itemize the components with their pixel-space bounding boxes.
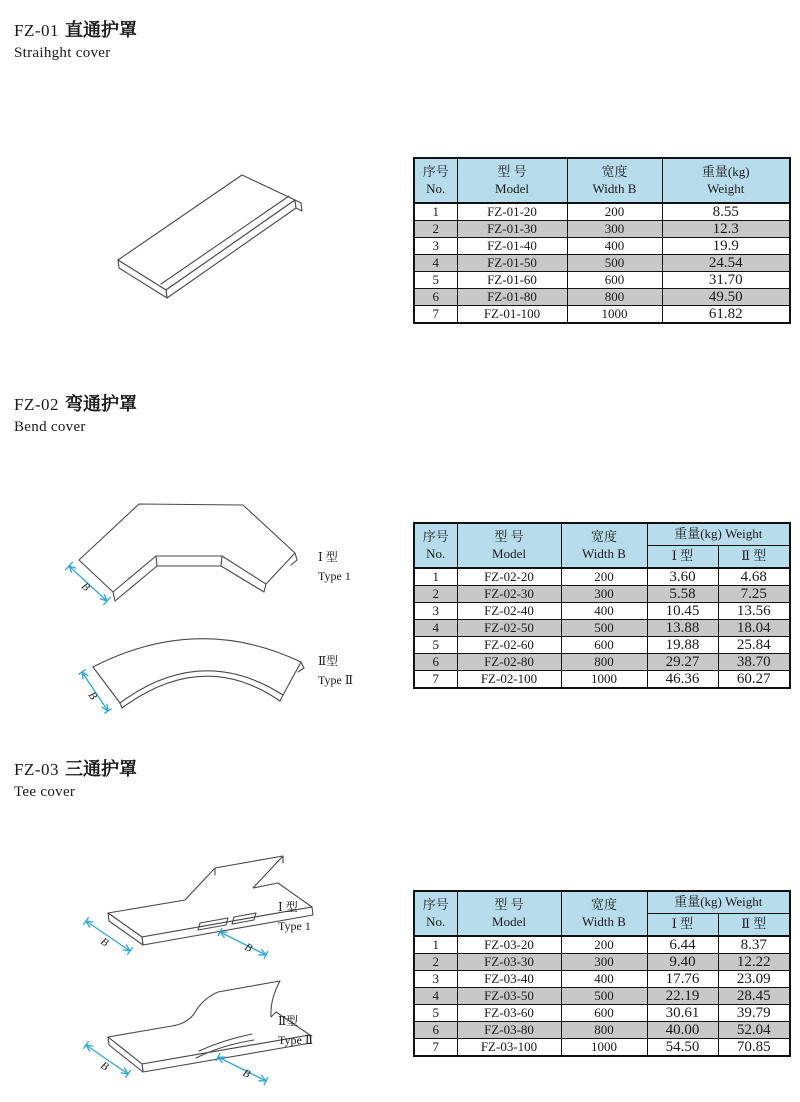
- table-row: [414, 1005, 790, 1022]
- section-title-fz01: [14, 16, 137, 42]
- table-cell: 800: [561, 1022, 647, 1039]
- table-row: [414, 1022, 790, 1039]
- table-cell: 500: [561, 620, 647, 637]
- fz03-table: [413, 890, 791, 1057]
- bend-cover-type1-drawing: [55, 480, 345, 610]
- section-subtitle-fz03: Tee cover: [14, 784, 76, 800]
- table-cell: 29.27: [647, 654, 718, 671]
- table-cell: 5: [414, 272, 457, 289]
- straight-cover-drawing: [100, 165, 400, 315]
- table-row: [414, 586, 790, 603]
- model-code: FZ-03: [14, 760, 59, 779]
- table-cell: 600: [561, 1005, 647, 1022]
- type1-label-fz03: Ⅰ 型 Type 1: [278, 900, 311, 934]
- table-cell: 6: [414, 1022, 457, 1039]
- table-cell: 40.00: [647, 1022, 718, 1039]
- dimension-b-label: B: [242, 940, 255, 955]
- col-no: 序号 No.: [414, 158, 457, 203]
- table-cell: FZ-03-30: [457, 954, 561, 971]
- model-code: FZ-02: [14, 395, 59, 414]
- table-row: [414, 568, 790, 586]
- table-cell: 2: [414, 221, 457, 238]
- section-title-fz03: [14, 755, 137, 781]
- table-cell: 3: [414, 971, 457, 988]
- table-cell: 300: [561, 954, 647, 971]
- dimension-b-label: B: [98, 935, 111, 950]
- table-cell: 7.25: [718, 586, 790, 603]
- table-cell: 30.61: [647, 1005, 718, 1022]
- table-cell: 28.45: [718, 988, 790, 1005]
- table-cell: 400: [567, 238, 662, 255]
- table-cell: 25.84: [718, 637, 790, 654]
- table-row: [414, 603, 790, 620]
- model-code: FZ-01: [14, 21, 59, 40]
- bend-cover-type2-drawing: [58, 615, 338, 720]
- dimension-b-label: B: [85, 689, 100, 703]
- table-cell: 54.50: [647, 1039, 718, 1057]
- dimension-b-label: B: [98, 1059, 111, 1074]
- table-cell: 23.09: [718, 971, 790, 988]
- table-cell: FZ-02-30: [457, 586, 561, 603]
- table-cell: FZ-03-100: [457, 1039, 561, 1057]
- table-cell: 6.44: [647, 936, 718, 954]
- table-cell: 13.56: [718, 603, 790, 620]
- table-cell: 800: [561, 654, 647, 671]
- table-cell: 300: [567, 221, 662, 238]
- table-cell: 3: [414, 238, 457, 255]
- table-cell: 24.54: [662, 255, 790, 272]
- table-cell: 18.04: [718, 620, 790, 637]
- table-cell: 70.85: [718, 1039, 790, 1057]
- table-cell: FZ-01-30: [457, 221, 567, 238]
- table-cell: FZ-02-20: [457, 568, 561, 586]
- table-cell: FZ-01-20: [457, 203, 567, 221]
- table-cell: 17.76: [647, 971, 718, 988]
- table-row: [414, 306, 790, 324]
- table-row: [414, 289, 790, 306]
- table-cell: 13.88: [647, 620, 718, 637]
- table-row: [414, 971, 790, 988]
- fz02-table: [413, 522, 791, 689]
- section-name-zh: 弯通护罩: [65, 394, 137, 414]
- table-cell: 3: [414, 603, 457, 620]
- table-cell: FZ-02-50: [457, 620, 561, 637]
- col-weight: 重量(kg) Weight: [662, 158, 790, 203]
- table-cell: 500: [567, 255, 662, 272]
- table-cell: FZ-03-60: [457, 1005, 561, 1022]
- table-row: [414, 637, 790, 654]
- table-cell: FZ-02-40: [457, 603, 561, 620]
- table-cell: 1000: [561, 671, 647, 689]
- table-cell: 5: [414, 1005, 457, 1022]
- col-no: 序号 No.: [414, 523, 457, 568]
- table-row: [414, 671, 790, 689]
- table-cell: 19.9: [662, 238, 790, 255]
- type1-label-fz02: Ⅰ 型 Type 1: [318, 550, 351, 584]
- table-cell: 19.88: [647, 637, 718, 654]
- table-cell: 3.60: [647, 568, 718, 586]
- table-cell: 200: [561, 568, 647, 586]
- table-cell: 400: [561, 603, 647, 620]
- table-row: [414, 954, 790, 971]
- table-cell: 400: [561, 971, 647, 988]
- table-cell: 10.45: [647, 603, 718, 620]
- table-cell: 200: [561, 936, 647, 954]
- table-cell: 60.27: [718, 671, 790, 689]
- table-cell: FZ-03-20: [457, 936, 561, 954]
- table-row: [414, 988, 790, 1005]
- table-cell: 6: [414, 289, 457, 306]
- table-cell: 31.70: [662, 272, 790, 289]
- table-cell: 39.79: [718, 1005, 790, 1022]
- table-cell: 4: [414, 988, 457, 1005]
- table-row: [414, 936, 790, 954]
- table-header: [414, 891, 790, 936]
- table-cell: 1: [414, 568, 457, 586]
- table-cell: FZ-01-40: [457, 238, 567, 255]
- table-cell: FZ-03-50: [457, 988, 561, 1005]
- table-cell: 800: [567, 289, 662, 306]
- fz01-table: [413, 157, 791, 324]
- table-cell: 22.19: [647, 988, 718, 1005]
- table-cell: FZ-01-80: [457, 289, 567, 306]
- table-cell: FZ-02-80: [457, 654, 561, 671]
- fz03-table-body: [414, 936, 790, 1056]
- section-name-zh: 三通护罩: [65, 759, 137, 779]
- table-cell: 8.55: [662, 203, 790, 221]
- col-model: 型 号 Model: [457, 891, 561, 936]
- table-cell: 2: [414, 586, 457, 603]
- table-cell: 9.40: [647, 954, 718, 971]
- table-cell: 49.50: [662, 289, 790, 306]
- table-row: [414, 620, 790, 637]
- col-model: 型 号 Model: [457, 523, 561, 568]
- table-cell: FZ-03-40: [457, 971, 561, 988]
- table-row: [414, 272, 790, 289]
- table-cell: 4: [414, 255, 457, 272]
- table-cell: 500: [561, 988, 647, 1005]
- table-cell: 4.68: [718, 568, 790, 586]
- col-weight-type1: Ⅰ 型: [647, 913, 718, 936]
- section-name-zh: 直通护罩: [65, 20, 137, 40]
- fz02-table-body: [414, 568, 790, 688]
- section-title-fz02: [14, 390, 137, 416]
- col-weight-combined: 重量(kg) Weight: [647, 891, 790, 913]
- table-cell: 8.37: [718, 936, 790, 954]
- table-cell: FZ-01-50: [457, 255, 567, 272]
- type2-label-fz03: Ⅱ型 Type Ⅱ: [278, 1014, 313, 1048]
- table-cell: 7: [414, 1039, 457, 1057]
- section-subtitle-fz01: Straihght cover: [14, 45, 111, 61]
- fz01-table-body: [414, 203, 790, 323]
- table-cell: 1000: [567, 306, 662, 324]
- table-cell: 7: [414, 671, 457, 689]
- table-cell: FZ-01-60: [457, 272, 567, 289]
- table-cell: 1000: [561, 1039, 647, 1057]
- section-subtitle-fz02: Bend cover: [14, 419, 86, 435]
- col-weight-type1: Ⅰ 型: [647, 545, 718, 568]
- table-cell: FZ-02-100: [457, 671, 561, 689]
- col-width: 宽度 Width B: [561, 891, 647, 936]
- table-cell: 600: [567, 272, 662, 289]
- table-header: [414, 523, 790, 568]
- table-row: [414, 221, 790, 238]
- table-cell: FZ-02-60: [457, 637, 561, 654]
- col-no: 序号 No.: [414, 891, 457, 936]
- table-cell: 600: [561, 637, 647, 654]
- table-row: [414, 255, 790, 272]
- dimension-b-label: B: [78, 580, 93, 594]
- col-weight-combined: 重量(kg) Weight: [647, 523, 790, 545]
- type2-label-fz02: Ⅱ型 Type Ⅱ: [318, 654, 353, 688]
- table-cell: 5: [414, 637, 457, 654]
- table-cell: 7: [414, 306, 457, 324]
- col-width: 宽度 Width B: [567, 158, 662, 203]
- table-row: [414, 1039, 790, 1057]
- table-row: [414, 203, 790, 221]
- table-cell: 52.04: [718, 1022, 790, 1039]
- col-width: 宽度 Width B: [561, 523, 647, 568]
- col-model: 型 号 Model: [457, 158, 567, 203]
- table-header: [414, 158, 790, 203]
- table-cell: 200: [567, 203, 662, 221]
- table-cell: 6: [414, 654, 457, 671]
- table-cell: 12.22: [718, 954, 790, 971]
- table-cell: 61.82: [662, 306, 790, 324]
- table-cell: 1: [414, 936, 457, 954]
- table-cell: 2: [414, 954, 457, 971]
- table-cell: 300: [561, 586, 647, 603]
- col-weight-type2: Ⅱ 型: [718, 913, 790, 936]
- table-cell: 46.36: [647, 671, 718, 689]
- table-row: [414, 238, 790, 255]
- col-weight-type2: Ⅱ 型: [718, 545, 790, 568]
- dimension-b-label: B: [240, 1066, 253, 1081]
- table-cell: 5.58: [647, 586, 718, 603]
- table-cell: 38.70: [718, 654, 790, 671]
- table-cell: 12.3: [662, 221, 790, 238]
- table-row: [414, 654, 790, 671]
- table-cell: FZ-03-80: [457, 1022, 561, 1039]
- table-cell: 1: [414, 203, 457, 221]
- table-cell: FZ-01-100: [457, 306, 567, 324]
- table-cell: 4: [414, 620, 457, 637]
